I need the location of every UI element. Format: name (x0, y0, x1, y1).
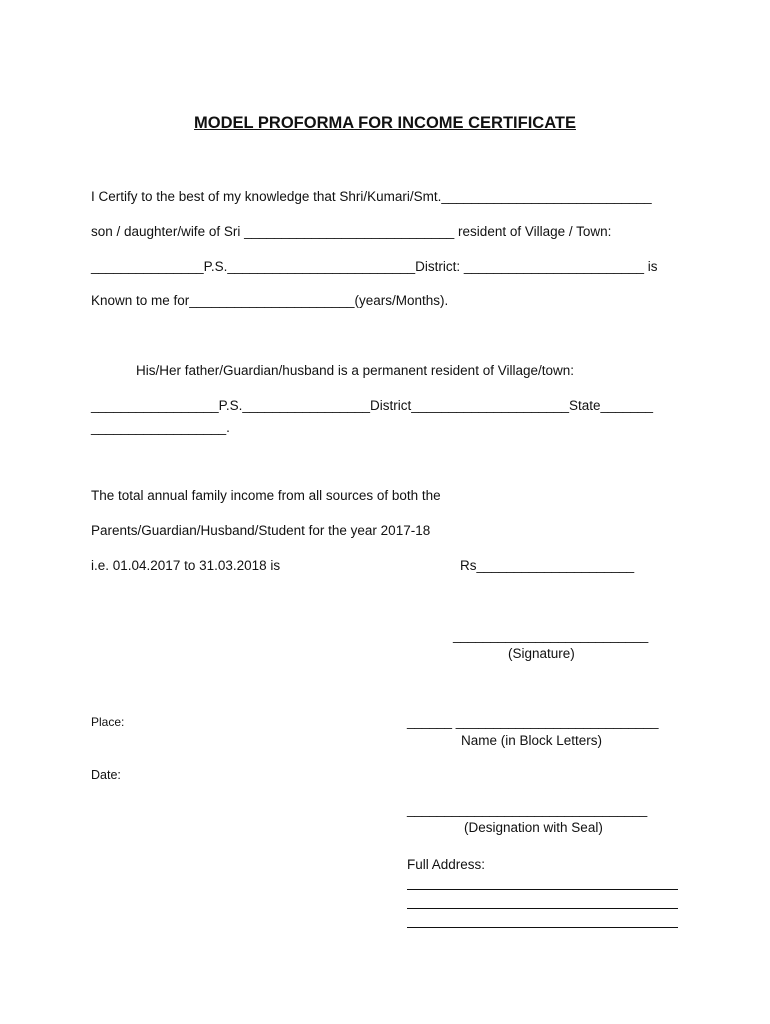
signature-label: (Signature) (508, 646, 575, 661)
certify-line-1: I Certify to the best of my knowledge that Shri/Kumari/Smt.____________________________ (91, 189, 652, 204)
designation-label: (Designation with Seal) (464, 820, 603, 835)
name-label: Name (in Block Letters) (461, 733, 603, 748)
guardian-line-3: __________________. (91, 420, 230, 435)
income-line-1: The total annual family income from all sources of both the (91, 488, 441, 503)
certify-line-4: Known to me for______________________(years/Months). (91, 293, 449, 308)
guardian-line-2: _________________P.S._________________District_____________________State_______ (91, 398, 654, 413)
certify-line-2: son / daughter/wife of Sri ____________________________ resident of Village / Town: (91, 224, 612, 239)
address-rule-1 (407, 889, 678, 890)
place-label: Place: (91, 715, 125, 729)
address-rule-3 (407, 927, 678, 928)
full-address-label: Full Address: (407, 857, 486, 872)
page-title: MODEL PROFORMA FOR INCOME CERTIFICATE (194, 114, 576, 132)
date-label: Date: (91, 768, 121, 782)
designation-line: ________________________________ (407, 802, 648, 817)
certify-line-3: _______________P.S._________________________District: ________________________ is (91, 259, 658, 274)
name-line: ______ ___________________________ (407, 714, 659, 729)
income-line-3: i.e. 01.04.2017 to 31.03.2018 is (91, 558, 281, 573)
income-line-2: Parents/Guardian/Husband/Student for the year 2017-18 (91, 523, 431, 538)
guardian-line-1: His/Her father/Guardian/husband is a permanent resident of Village/town: (136, 363, 574, 378)
income-rs-field: Rs_____________________ (460, 558, 635, 573)
address-rule-2 (407, 908, 678, 909)
signature-line: __________________________ (453, 628, 649, 643)
